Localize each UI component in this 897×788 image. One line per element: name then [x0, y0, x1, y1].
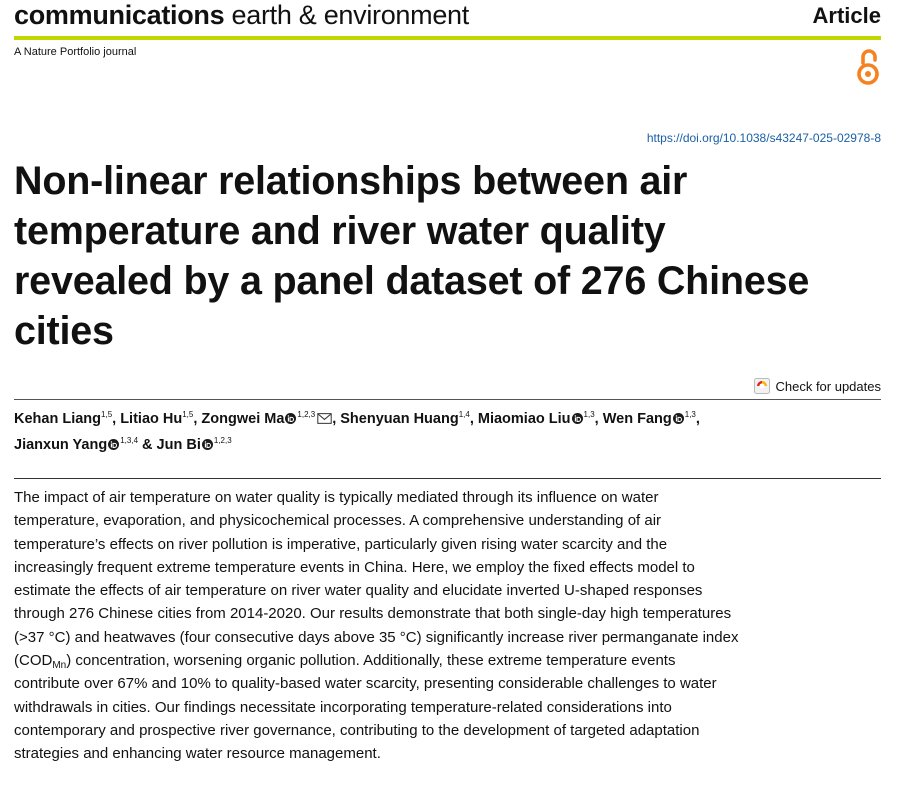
author-name[interactable]: Zongwei Ma — [201, 411, 285, 427]
author-name[interactable]: Shenyuan Huang — [340, 411, 459, 427]
author-affiliation: 1,5 — [182, 410, 194, 419]
orcid-icon[interactable] — [108, 439, 119, 450]
check-updates-icon — [754, 378, 770, 394]
author-affiliation: 1,3,4 — [120, 436, 139, 445]
author-separator: , — [469, 411, 478, 427]
check-updates-button[interactable] — [754, 377, 881, 395]
doi-link[interactable]: https://doi.org/10.1038/s43247-025-02978-8 — [646, 131, 881, 145]
author-name[interactable]: Jianxun Yang — [14, 437, 108, 453]
author-separator: & — [138, 437, 157, 453]
check-updates-label: Check for updates — [775, 378, 881, 394]
author-list — [14, 404, 880, 456]
author-affiliation: 1,5 — [101, 410, 113, 419]
journal-name[interactable] — [14, 0, 469, 30]
authors-top-divider — [14, 399, 881, 400]
author-affiliation: 1,3 — [583, 410, 595, 419]
author-separator: , — [695, 411, 700, 427]
author-name[interactable]: Jun Bi — [156, 437, 201, 453]
email-icon[interactable] — [317, 413, 332, 424]
author-separator: , — [594, 411, 603, 427]
orcid-icon[interactable] — [673, 413, 684, 424]
orcid-icon[interactable] — [202, 439, 213, 450]
journal-name-rest: earth & environment — [224, 0, 469, 30]
open-access-icon — [855, 46, 881, 86]
author-affiliation: 1,4 — [458, 410, 470, 419]
orcid-icon[interactable] — [285, 413, 296, 424]
orcid-icon[interactable] — [572, 413, 583, 424]
portfolio-label: A Nature Portfolio journal — [14, 46, 137, 58]
author-separator: , — [112, 411, 121, 427]
author-name[interactable]: Litiao Hu — [120, 411, 183, 427]
author-name[interactable]: Miaomiao Liu — [477, 411, 571, 427]
article-title: Non-linear relationships between air temperature and river water quality revealed by a panel dataset of 276 Chinese cities — [14, 159, 810, 353]
header-divider — [14, 36, 881, 40]
abstract-top-divider — [14, 478, 881, 479]
author-separator: , — [193, 411, 202, 427]
journal-name-bold: communications — [14, 0, 225, 30]
abstract — [14, 486, 744, 766]
abstract-subscript: Mn — [52, 660, 67, 672]
abstract-text-1: The impact of air temperature on water quality is typically mediated through its influence on water temperature, evaporation, and physicochemical processes. A comprehensive understanding of air temperature’s effects on river pollution is imperative, particularly given rising water scarcity and the increasingly frequent extreme temperature events in China. Here, we employ the fixed effects model to estimate the effects of air temperature on river water quality and elucidate inverted U-shaped responses through 276 Chinese cities from 2014-2020. Our results demonstrate that both single-day high temperatures (>37 °C) and heatwaves (four consecutive days above 35 °C) significantly increase river permanganate index (COD — [14, 489, 739, 670]
author-affiliation: 1,2,3 — [213, 436, 232, 445]
article-type-label: Article — [812, 3, 881, 28]
author-separator: , — [332, 411, 341, 427]
author-name[interactable]: Wen Fang — [602, 411, 672, 427]
journal-header — [14, 0, 881, 40]
author-name[interactable]: Kehan Liang — [14, 411, 102, 427]
abstract-text-2: ) concentration, worsening organic pollution. Additionally, these extreme temperature events contribute over 67% and 10% to quality-based water scarcity, presenting considerable challenges to water withdrawals in cities. Our findings necessitate incorporating temperature-related considerations into contemporary and prospective river governance, contributing to the development of targeted adaptation strategies and enhancing water resource management. — [14, 652, 717, 763]
author-affiliation: 1,2,3 — [297, 410, 316, 419]
author-affiliation: 1,3 — [684, 410, 696, 419]
